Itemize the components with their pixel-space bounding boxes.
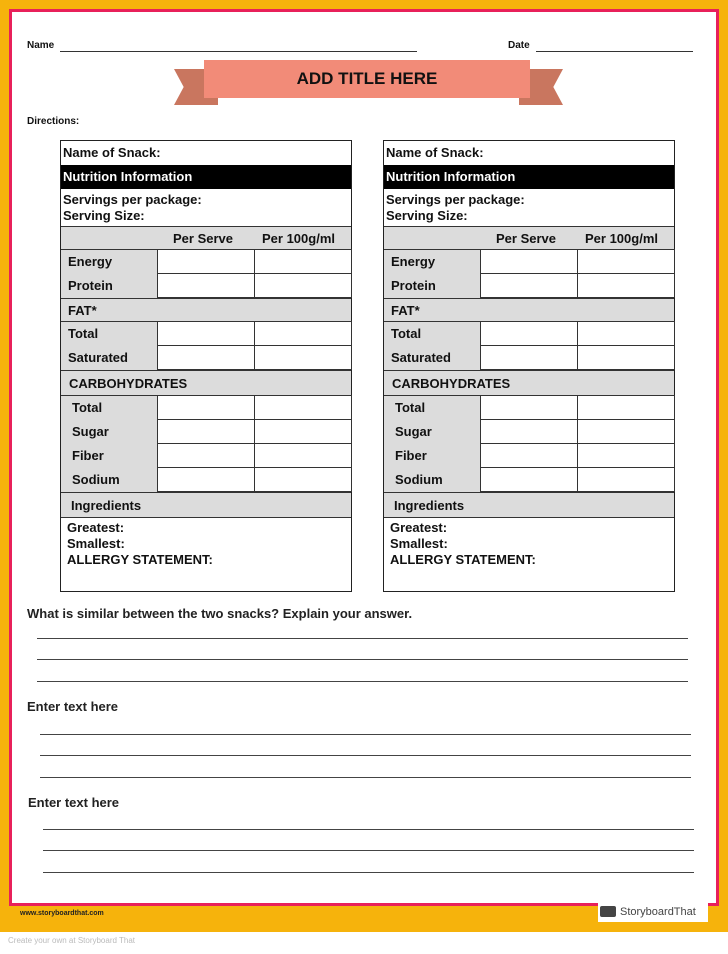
row-sugar bbox=[61, 420, 158, 444]
row-fat bbox=[61, 298, 351, 322]
carb-total-label: Total bbox=[72, 400, 103, 415]
column-header-row bbox=[61, 226, 351, 250]
row-ingredients bbox=[61, 492, 351, 518]
allergy-label: ALLERGY STATEMENT: bbox=[390, 552, 536, 567]
energy-per-serve[interactable] bbox=[157, 249, 255, 274]
footer-url[interactable]: www.storyboardthat.com bbox=[20, 910, 104, 917]
row-energy bbox=[384, 250, 481, 274]
sugar-per-100[interactable] bbox=[577, 419, 675, 444]
credit-text: Create your own at Storyboard That bbox=[8, 936, 136, 945]
smallest-label: Smallest: bbox=[67, 536, 125, 551]
row-fat-total bbox=[384, 322, 481, 346]
sugar-label: Sugar bbox=[395, 424, 432, 439]
row-fiber bbox=[61, 444, 158, 468]
snack-name-label: Name of Snack: bbox=[63, 145, 161, 160]
carb-total-per-serve[interactable] bbox=[157, 395, 255, 420]
date-label: Date bbox=[508, 40, 530, 51]
title-banner[interactable] bbox=[204, 60, 530, 98]
saturated-per-100[interactable] bbox=[254, 345, 352, 370]
fiber-label: Fiber bbox=[72, 448, 104, 463]
column-header-row bbox=[384, 226, 674, 250]
nutrition-header: Nutrition Information bbox=[63, 169, 193, 184]
fat-label: FAT* bbox=[391, 303, 420, 318]
fat-total-per-100[interactable] bbox=[577, 321, 675, 346]
energy-label: Energy bbox=[68, 254, 113, 269]
sugar-per-100[interactable] bbox=[254, 419, 352, 444]
serving-size-label: Serving Size: bbox=[386, 208, 468, 223]
sodium-per-100[interactable] bbox=[254, 467, 352, 492]
greatest-label: Greatest: bbox=[390, 520, 448, 535]
sugar-per-serve[interactable] bbox=[480, 419, 578, 444]
ingredients-label: Ingredients bbox=[71, 498, 142, 513]
protein-per-serve[interactable] bbox=[480, 273, 578, 298]
nutrition-table-left bbox=[60, 140, 352, 592]
row-sodium bbox=[61, 468, 158, 492]
sodium-label: Sodium bbox=[72, 472, 120, 487]
row-fiber bbox=[384, 444, 481, 468]
saturated-per-serve[interactable] bbox=[157, 345, 255, 370]
fat-total-per-serve[interactable] bbox=[157, 321, 255, 346]
fiber-per-serve[interactable] bbox=[157, 443, 255, 468]
row-sugar bbox=[384, 420, 481, 444]
carb-total-label: Total bbox=[395, 400, 426, 415]
row-carb-total bbox=[61, 396, 158, 420]
answer-line[interactable] bbox=[40, 755, 691, 756]
fat-total-label: Total bbox=[68, 326, 99, 341]
question-2[interactable]: Enter text here bbox=[27, 699, 119, 714]
credit-strip bbox=[0, 932, 728, 954]
serving-size-label: Serving Size: bbox=[63, 208, 145, 223]
answer-line[interactable] bbox=[37, 659, 688, 660]
saturated-per-serve[interactable] bbox=[480, 345, 578, 370]
brand-logo[interactable] bbox=[598, 902, 708, 922]
greatest-label: Greatest: bbox=[67, 520, 125, 535]
answer-line[interactable] bbox=[37, 681, 688, 682]
carbohydrates-label: CARBOHYDRATES bbox=[69, 376, 188, 391]
sodium-per-serve[interactable] bbox=[480, 467, 578, 492]
col-per-serve: Per Serve bbox=[173, 231, 233, 246]
name-field[interactable] bbox=[60, 51, 417, 52]
carb-total-per-100[interactable] bbox=[577, 395, 675, 420]
fiber-label: Fiber bbox=[395, 448, 427, 463]
row-carbohydrates bbox=[384, 370, 674, 396]
row-ingredients bbox=[384, 492, 674, 518]
nutrition-header: Nutrition Information bbox=[386, 169, 516, 184]
sugar-per-serve[interactable] bbox=[157, 419, 255, 444]
energy-per-100[interactable] bbox=[577, 249, 675, 274]
fat-total-per-100[interactable] bbox=[254, 321, 352, 346]
brand-name: StoryboardThat bbox=[620, 906, 696, 918]
protein-per-100[interactable] bbox=[577, 273, 675, 298]
row-sodium bbox=[384, 468, 481, 492]
sodium-per-serve[interactable] bbox=[157, 467, 255, 492]
answer-line[interactable] bbox=[37, 638, 688, 639]
storyboard-icon bbox=[600, 906, 616, 917]
row-energy bbox=[61, 250, 158, 274]
servings-label: Servings per package: bbox=[63, 192, 202, 207]
protein-label: Protein bbox=[68, 278, 113, 293]
col-per-100: Per 100g/ml bbox=[585, 231, 658, 246]
nutrition-header-row bbox=[61, 165, 351, 189]
fat-total-label: Total bbox=[391, 326, 422, 341]
ingredients-label: Ingredients bbox=[394, 498, 465, 513]
row-saturated bbox=[384, 346, 481, 370]
answer-line[interactable] bbox=[43, 850, 694, 851]
directions-label: Directions: bbox=[27, 116, 80, 127]
protein-per-serve[interactable] bbox=[157, 273, 255, 298]
col-per-serve: Per Serve bbox=[496, 231, 556, 246]
answer-line[interactable] bbox=[43, 829, 694, 830]
energy-label: Energy bbox=[391, 254, 436, 269]
saturated-per-100[interactable] bbox=[577, 345, 675, 370]
date-field[interactable] bbox=[536, 51, 693, 52]
answer-line[interactable] bbox=[43, 872, 694, 873]
row-protein bbox=[384, 274, 481, 298]
energy-per-serve[interactable] bbox=[480, 249, 578, 274]
servings-label: Servings per package: bbox=[386, 192, 525, 207]
answer-line[interactable] bbox=[40, 777, 691, 778]
page-title: ADD TITLE HERE bbox=[296, 69, 438, 88]
carb-total-per-serve[interactable] bbox=[480, 395, 578, 420]
nutrition-header-row bbox=[384, 165, 674, 189]
sodium-label: Sodium bbox=[395, 472, 443, 487]
nutrition-table-right bbox=[383, 140, 675, 592]
protein-per-100[interactable] bbox=[254, 273, 352, 298]
sodium-per-100[interactable] bbox=[577, 467, 675, 492]
question-3[interactable]: Enter text here bbox=[28, 795, 120, 810]
col-per-100: Per 100g/ml bbox=[262, 231, 335, 246]
allergy-label: ALLERGY STATEMENT: bbox=[67, 552, 213, 567]
fat-label: FAT* bbox=[68, 303, 97, 318]
row-carbohydrates bbox=[61, 370, 351, 396]
carbohydrates-label: CARBOHYDRATES bbox=[392, 376, 511, 391]
snack-name-label: Name of Snack: bbox=[386, 145, 484, 160]
row-fat bbox=[384, 298, 674, 322]
fiber-per-serve[interactable] bbox=[480, 443, 578, 468]
name-label: Name bbox=[27, 40, 55, 51]
smallest-label: Smallest: bbox=[390, 536, 448, 551]
energy-per-100[interactable] bbox=[254, 249, 352, 274]
carb-total-per-100[interactable] bbox=[254, 395, 352, 420]
fiber-per-100[interactable] bbox=[577, 443, 675, 468]
fat-total-per-serve[interactable] bbox=[480, 321, 578, 346]
sugar-label: Sugar bbox=[72, 424, 109, 439]
question-1[interactable]: What is similar between the two snacks? Explain your answer. bbox=[27, 606, 413, 621]
row-carb-total bbox=[384, 396, 481, 420]
saturated-label: Saturated bbox=[391, 350, 451, 365]
saturated-label: Saturated bbox=[68, 350, 128, 365]
fiber-per-100[interactable] bbox=[254, 443, 352, 468]
row-saturated bbox=[61, 346, 158, 370]
protein-label: Protein bbox=[391, 278, 436, 293]
row-fat-total bbox=[61, 322, 158, 346]
row-protein bbox=[61, 274, 158, 298]
answer-line[interactable] bbox=[40, 734, 691, 735]
